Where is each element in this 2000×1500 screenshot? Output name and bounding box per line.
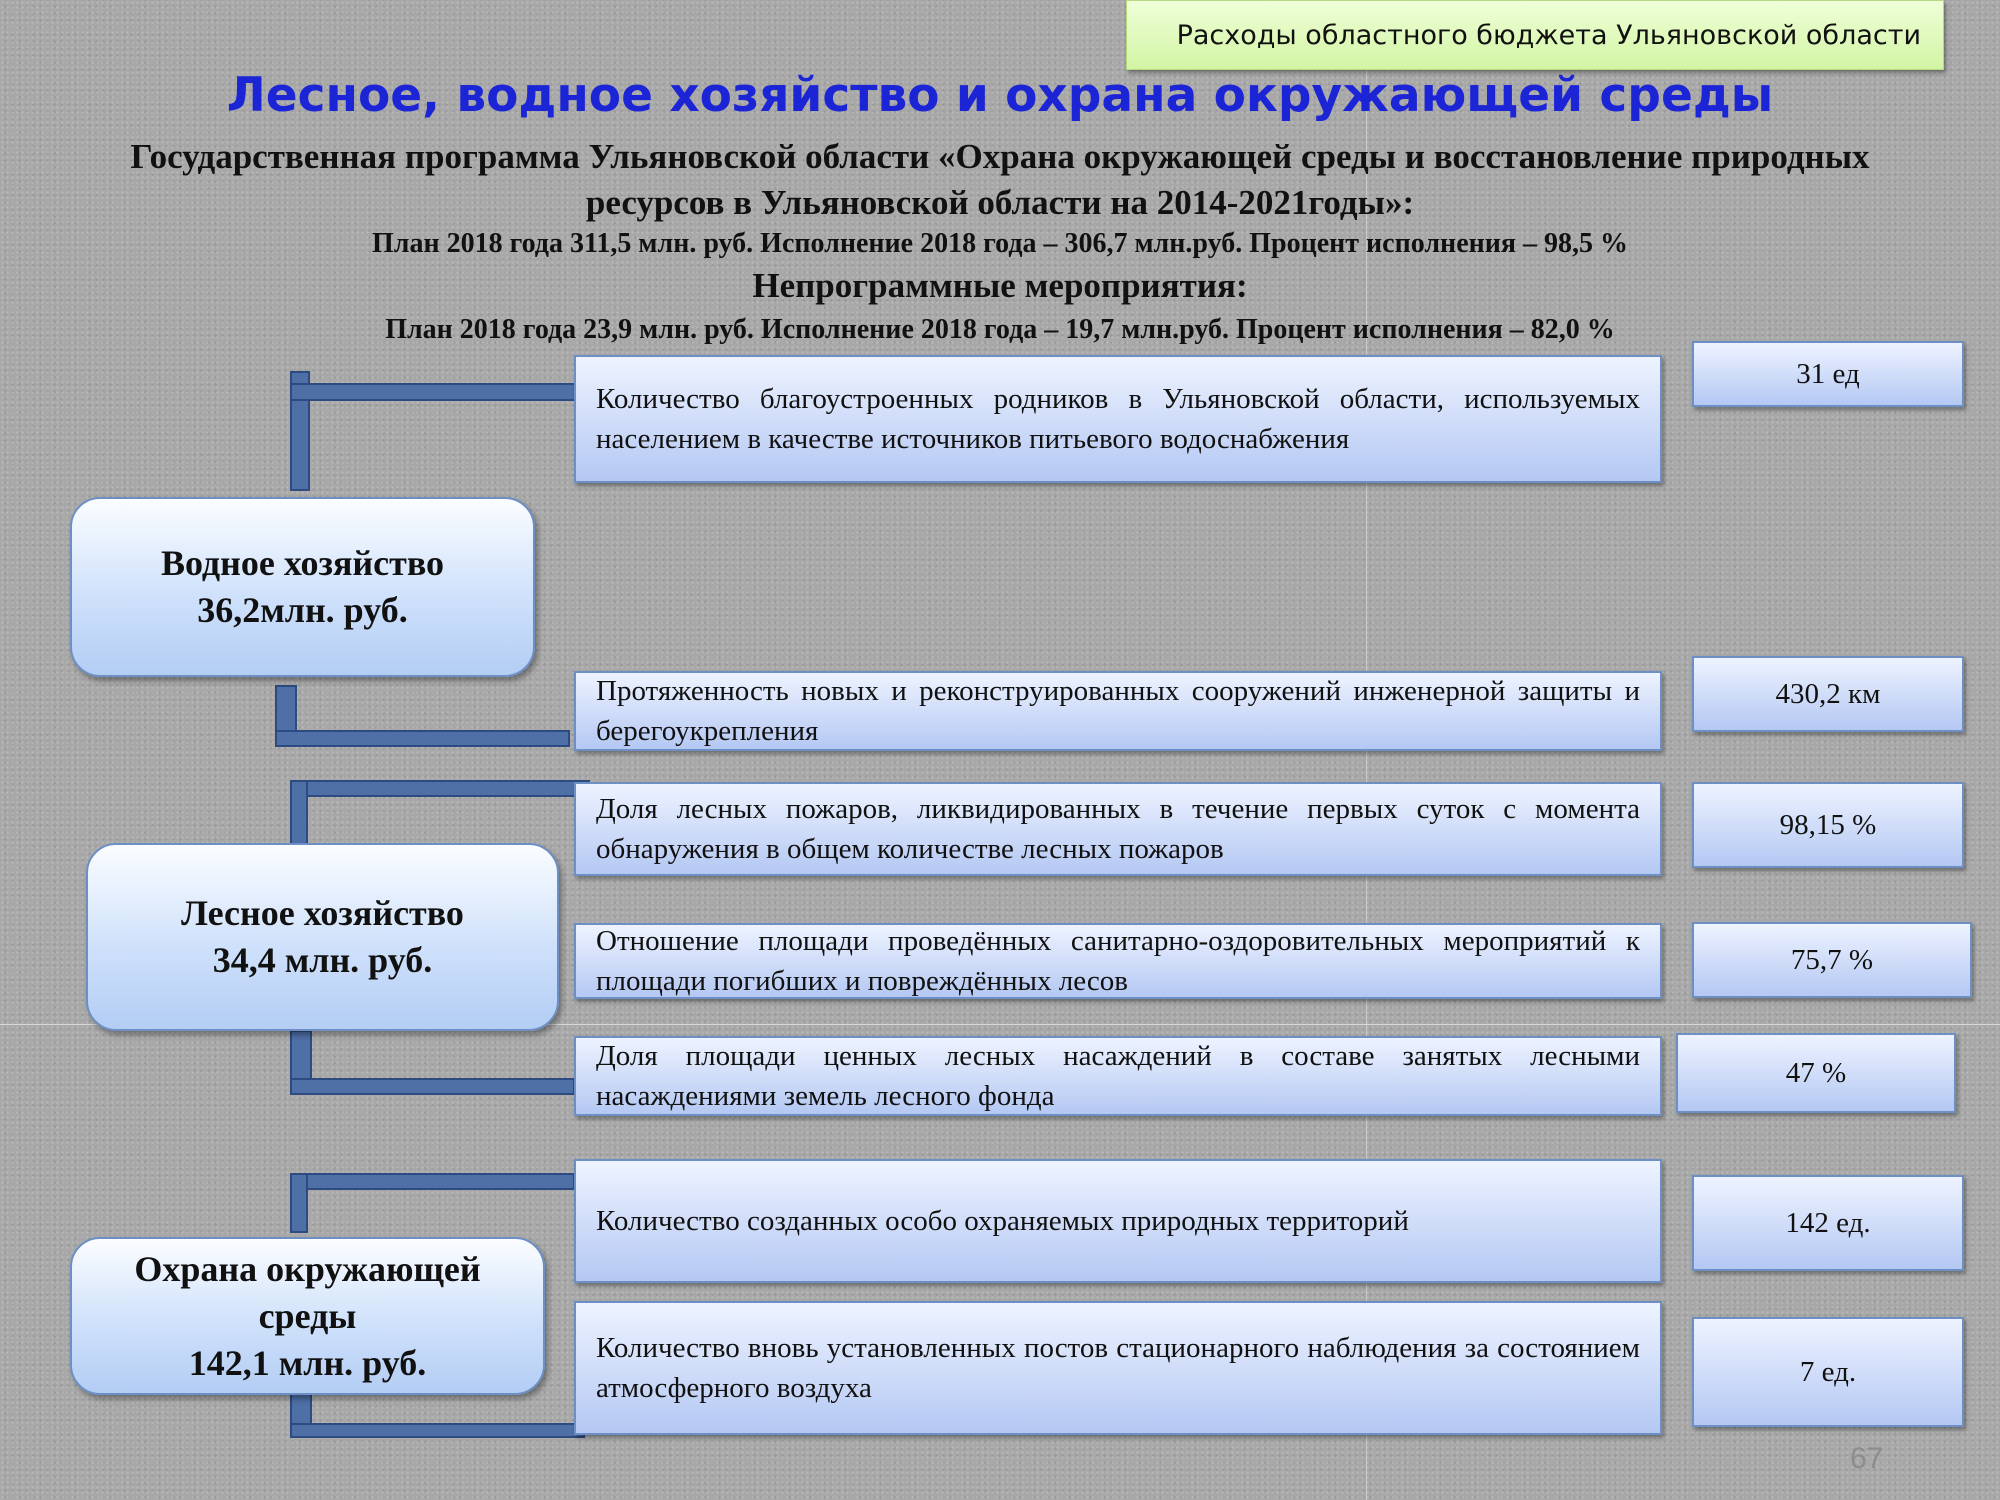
- indicator-value: 142 ед.: [1692, 1175, 1964, 1271]
- header-badge: [1126, 0, 1944, 70]
- indicator-box: [574, 1301, 1662, 1435]
- connector: [290, 780, 308, 847]
- indicator-text: Отношение площади проведённых санитарно-оздоровительных мероприятий к площади погибших и повреждённых лесов: [596, 925, 1640, 997]
- connector: [290, 383, 576, 401]
- indicator-text: Количество созданных особо охраняемых природных территорий: [596, 1205, 1409, 1237]
- page-title: Лесное, водное хозяйство и охрана окружающей среды: [226, 68, 1774, 123]
- category-environment-name: Охрана окружающей среды: [134, 1248, 481, 1336]
- category-environment-amount: 142,1 млн. руб.: [188, 1342, 427, 1383]
- category-forest: [86, 843, 559, 1031]
- indicator-box: [574, 1036, 1662, 1116]
- indicator-value: 31 ед: [1692, 341, 1964, 407]
- nonprogram-plan-line: План 2018 года 23,9 млн. руб. Исполнение 2018 года – 19,7 млн.руб. Процент исполнения – 82,0 %: [385, 314, 1615, 345]
- category-water-name: Водное хозяйство: [160, 543, 445, 583]
- page-number: 67: [1850, 1442, 1884, 1475]
- indicator-text: Доля площади ценных лесных насаждений в составе занятых лесными насаждениями земель лесного фонда: [596, 1040, 1640, 1112]
- category-water: [70, 497, 535, 677]
- header-badge-text: Расходы областного бюджета Ульяновской области: [1176, 19, 1921, 51]
- indicator-text: Доля лесных пожаров, ликвидированных в течение первых суток с момента обнаружения в общем количестве лесных пожаров: [596, 793, 1640, 865]
- connector: [290, 1173, 308, 1233]
- connector: [275, 730, 570, 747]
- indicator-value: 75,7 %: [1692, 922, 1972, 998]
- program-plan-line: План 2018 года 311,5 млн. руб. Исполнение 2018 года – 306,7 млн.руб. Процент исполнения – 98,5 %: [371, 228, 1629, 259]
- connector: [290, 1078, 575, 1095]
- indicator-text: Количество вновь установленных постов стационарного наблюдения за состоянием атмосферного воздуха: [596, 1332, 1640, 1404]
- indicator-box: [574, 1159, 1662, 1283]
- connector: [290, 1423, 585, 1438]
- indicator-box: [574, 671, 1662, 751]
- indicator-text: Протяженность новых и реконструированных сооружений инженерной защиты и берегоукрепления: [596, 675, 1640, 747]
- indicator-box: [574, 923, 1662, 999]
- connector: [290, 780, 590, 797]
- indicator-value: 430,2 км: [1692, 656, 1964, 732]
- indicator-value: 98,15 %: [1692, 782, 1964, 868]
- category-forest-amount: 34,4 млн. руб.: [212, 940, 433, 980]
- category-environment: [70, 1237, 545, 1395]
- indicator-value: 7 ед.: [1692, 1317, 1964, 1427]
- connector: [290, 1173, 575, 1190]
- indicator-box: [574, 355, 1662, 483]
- nonprogram-title: Непрограммные мероприятия:: [752, 266, 1248, 305]
- indicator-box: [574, 782, 1662, 876]
- indicator-value: 47 %: [1676, 1033, 1956, 1113]
- category-water-amount: 36,2млн. руб.: [197, 590, 408, 630]
- indicator-text: Количество благоустроенных родников в Ульяновской области, используемых населением в качестве источников питьевого водоснабжения: [596, 383, 1640, 455]
- category-forest-name: Лесное хозяйство: [181, 893, 464, 933]
- program-subtitle: Государственная программа Ульяновской области «Охрана окружающей среды и восстановление природных ресурсов в Ульяновской области на 2014-2021годы»:: [130, 137, 1870, 222]
